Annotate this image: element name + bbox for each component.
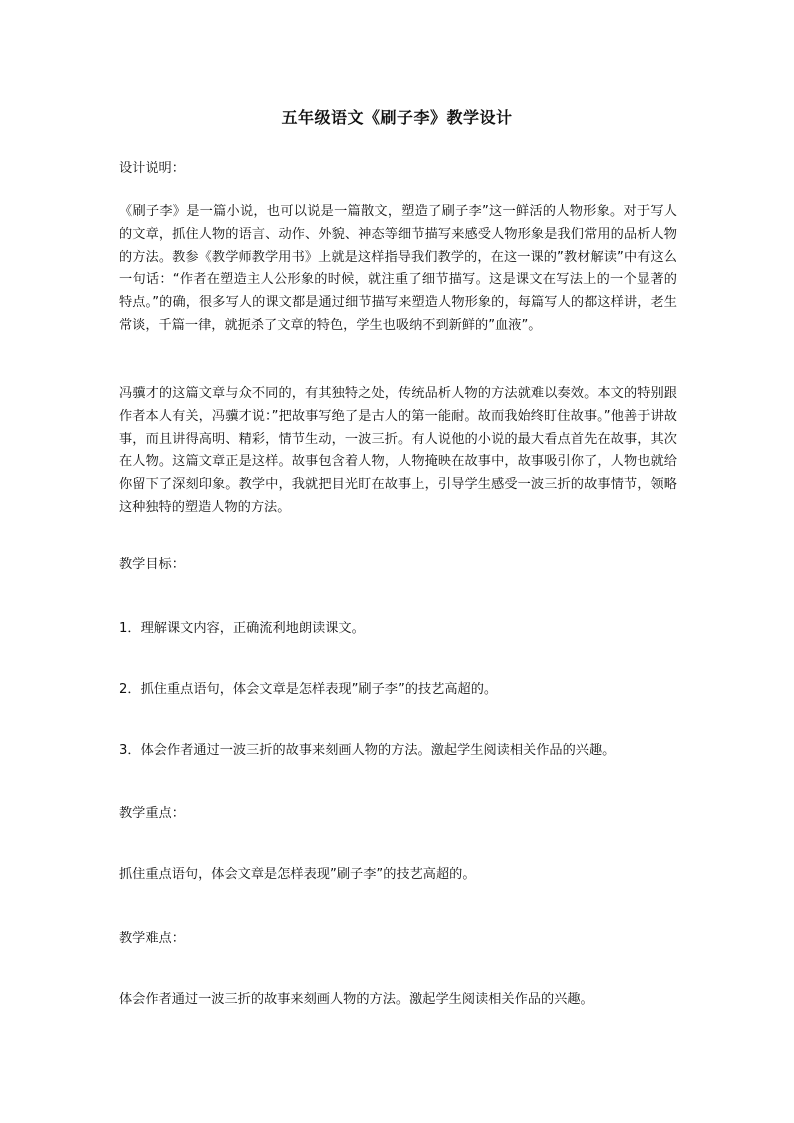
- teaching-goal-2: 2．抓住重点语句，体会文章是怎样表现”刷子李”的技艺高超的。: [119, 682, 498, 697]
- teaching-goal-1: 1．理解课文内容，正确流利地朗读课文。: [119, 621, 365, 636]
- teaching-goal-3: 3．体会作者通过一波三折的故事来刻画人物的方法。激起学生阅读相关作品的兴趣。: [119, 743, 616, 758]
- design-notes-paragraph-1: 《刷子李》是一篇小说，也可以说是一篇散文，塑造了刷子李”这一鲜活的人物形象。对于写人的文章，抓住人物的语言、动作、外貌、神态等细节描写来感受人物形象是我们常用的品析人物的方法。教参《教学师教学用书》上就是这样指导我们教学的，在这一课的”教材解读”中有这么一句话：“作者在塑造主人公形象的时候，就注重了细节描写。这是课文在写法上的一个显著的特点。”的确，很多写人的课文都是通过细节描写来塑造人物形象的，每篇写人的都这样讲，老生常谈，千篇一律，就扼杀了文章的特色，学生也吸纳不到新鲜的”血液”。: [119, 204, 677, 333]
- key-point-label: 教学重点：: [119, 806, 185, 821]
- key-point-text: 抓住重点语句，体会文章是怎样表现”刷子李”的技艺高超的。: [119, 867, 476, 882]
- document-title: 五年级语文《刷子李》教学设计: [281, 108, 513, 127]
- design-notes-paragraph-2: 冯骥才的这篇文章与众不同的，有其独特之处，传统品析人物的方法就难以奏效。本文的特别跟作者本人有关，冯骥才说：”把故事写绝了是古人的第一能耐。故而我始终盯住故事。”他善于讲故事，而且讲得高明、精彩，情节生动，一波三折。有人说他的小说的最大看点首先在故事，其次在人物。这篇文章正是这样。故事包含着人物，人物掩映在故事中，故事吸引你了，人物也就给你留下了深刻印象。教学中，我就把目光盯在故事上，引导学生感受一波三折的故事情节，领略这种独特的塑造人物的方法。: [119, 386, 677, 515]
- design-notes-label: 设计说明：: [119, 161, 185, 176]
- teaching-goals-label: 教学目标：: [119, 557, 185, 572]
- difficulty-label: 教学难点：: [119, 931, 185, 946]
- difficulty-text: 体会作者通过一波三折的故事来刻画人物的方法。激起学生阅读相关作品的兴趣。: [119, 992, 594, 1007]
